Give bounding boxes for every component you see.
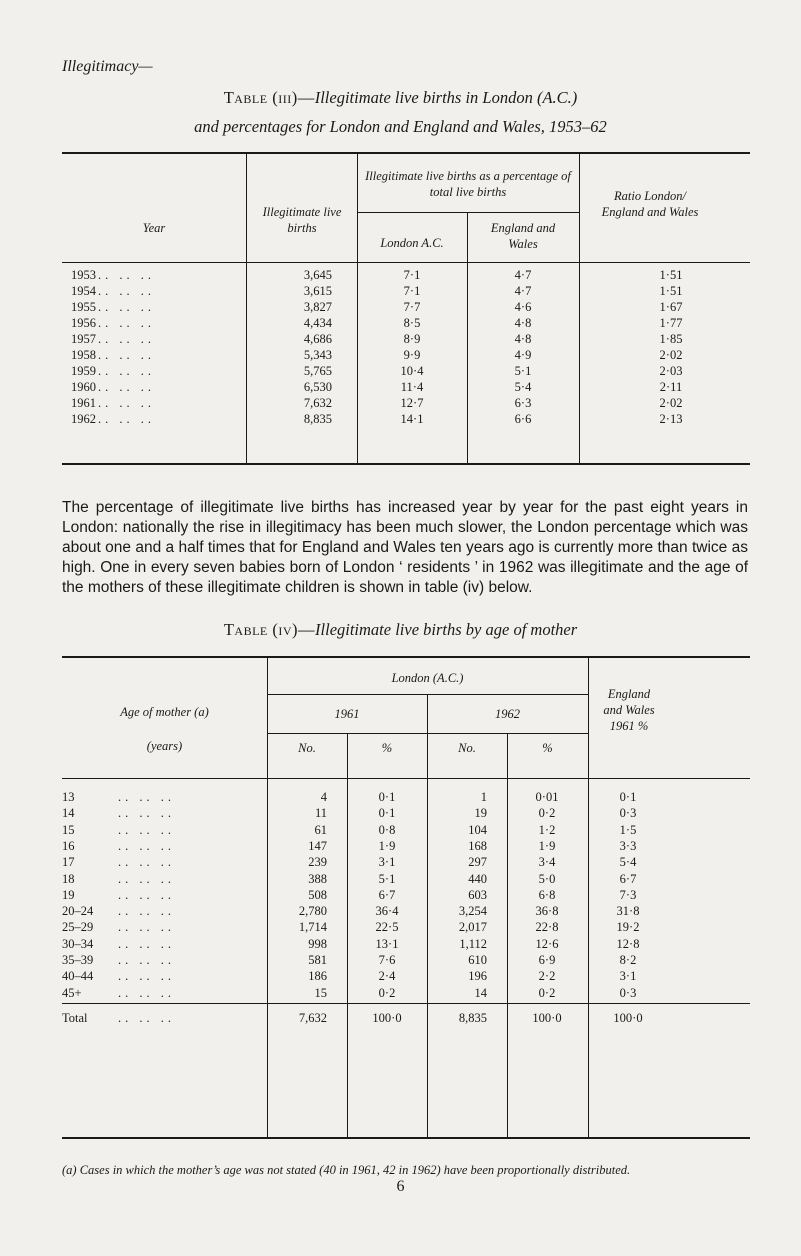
ew-1961-cell: 3·1 [619,969,637,984]
table3-title [0,88,801,108]
total-no-1961: 7,632 [298,1011,327,1025]
births-cell: 3,645 [303,268,332,282]
year-cell: 1957 [71,332,96,346]
table4-divider [588,778,589,1137]
pct-1962-cell: 0·2 [538,806,556,821]
year-cell: 1959 [71,364,96,378]
table3-row [62,412,750,428]
leader-dots: .. .. .. [98,348,155,362]
table4-header-years: (years) [146,739,183,753]
london-pct-cell: 7·1 [403,268,421,282]
table4-header-rule [267,733,588,734]
leader-dots: .. .. .. [118,855,175,870]
no-1962-cell: 19 [474,806,487,821]
no-1961-cell: 998 [308,936,327,951]
table4-row [62,888,750,904]
section-title: Illegitimacy— [62,58,153,75]
leader-dots: .. .. .. [118,806,175,821]
no-1961-cell: 4 [320,790,327,804]
ratio-cell: 1·67 [659,300,683,314]
table3-header-illegit: Illegitimate live births [262,205,342,235]
pct-1962-cell: 1·9 [538,838,556,853]
ew-pct-cell: 6·3 [514,396,532,410]
ratio-cell: 2·02 [659,348,683,362]
total-pct-1961: 100·0 [372,1011,402,1025]
no-1962-cell: 603 [468,887,487,902]
ratio-cell: 1·85 [659,332,683,346]
pct-1961-cell: 13·1 [375,936,399,951]
table4-header-no-1962: No. [458,741,476,755]
year-cell: 1958 [71,348,96,362]
leader-dots: .. .. .. [98,396,155,410]
table4-header-age: Age of mother (a) [120,705,209,719]
leader-dots: .. .. .. [118,985,175,1000]
table4-header-bottom-rule [62,778,750,779]
table3-header-england: England and Wales [490,221,556,251]
births-cell: 3,827 [303,300,332,314]
table3-row [62,268,750,284]
pct-1962-cell: 2·2 [538,969,556,984]
year-cell: 1960 [71,380,96,394]
no-1961-cell: 1,714 [298,920,327,935]
london-pct-cell: 7·7 [403,300,421,314]
pct-1961-cell: 3·1 [378,855,396,870]
london-pct-cell: 9·9 [403,348,421,362]
table4-header-rule [267,694,588,695]
age-cell: 45+ [62,985,82,1000]
table4-row [62,790,750,806]
births-cell: 6,530 [303,380,332,394]
leader-dots: .. .. .. [118,953,175,967]
total-pct-1962: 100·0 [532,1011,562,1025]
births-cell: 5,765 [303,364,332,378]
pct-1961-cell: 0·1 [378,806,396,821]
leader-dots: .. .. .. [118,871,175,886]
table4-row [62,823,750,839]
pct-1961-cell: 5·1 [378,871,396,886]
leader-dots: .. .. .. [118,838,175,853]
ratio-cell: 2·11 [659,380,683,394]
no-1962-cell: 14 [474,985,487,1000]
london-pct-cell: 8·5 [403,316,421,330]
table3-header-bottom-rule [62,262,750,263]
leader-dots: .. .. .. [98,268,155,282]
no-1962-cell: 297 [468,855,487,870]
ew-pct-cell: 5·4 [514,380,532,394]
age-cell: 40–44 [62,969,94,984]
leader-dots: .. .. .. [98,284,155,298]
year-cell: 1956 [71,316,96,330]
ew-pct-cell: 5·1 [514,364,532,378]
london-pct-cell: 12·7 [400,396,424,410]
ew-1961-cell: 5·4 [619,855,637,870]
age-cell: 13 [62,790,75,804]
table3-header-london: London A.C. [380,236,444,250]
births-cell: 5,343 [303,348,332,362]
ew-pct-cell: 4·8 [514,316,532,330]
table4-title-prefix: Table (iv)— [223,620,316,639]
pct-1961-cell: 0·2 [378,985,396,1000]
ew-1961-cell: 1·5 [619,822,637,837]
ratio-cell: 1·51 [659,284,683,298]
london-pct-cell: 8·9 [403,332,421,346]
no-1961-cell: 147 [308,838,327,853]
table3-header-rule [357,212,579,213]
no-1962-cell: 1 [480,790,487,804]
table4-top-rule [62,656,750,658]
ratio-cell: 1·77 [659,316,683,330]
table3-row [62,316,750,332]
table4-header-pct-1962: % [542,741,553,755]
leader-dots: .. .. .. [118,936,175,951]
ew-1961-cell: 19·2 [616,920,640,935]
table4-total-row [62,1011,750,1031]
year-cell: 1954 [71,284,96,298]
no-1962-cell: 3,254 [458,904,487,919]
ratio-cell: 2·03 [659,364,683,378]
pct-1961-cell: 6·7 [378,887,396,902]
london-pct-cell: 14·1 [400,412,424,426]
table4-divider [267,778,268,1137]
ew-1961-cell: 12·8 [616,936,640,951]
pct-1961-cell: 2·4 [378,969,396,984]
leader-dots: .. .. .. [118,969,175,984]
age-cell: 25–29 [62,920,94,935]
table4-row [62,806,750,822]
table4-divider [427,778,428,1137]
ratio-cell: 2·02 [659,396,683,410]
table4-header-no-1961: No. [298,741,316,755]
no-1961-cell: 11 [314,806,327,821]
leader-dots: .. .. .. [98,380,155,394]
no-1962-cell: 610 [468,953,487,967]
table3-header-pct-group: Illegitimate live births as a percentage of total live births [365,169,571,199]
no-1962-cell: 2,017 [458,920,487,935]
ew-1961-cell: 3·3 [619,838,637,853]
no-1961-cell: 186 [308,969,327,984]
table4-row [62,937,750,953]
pct-1961-cell: 0·1 [378,790,396,804]
births-cell: 7,632 [303,396,332,410]
table4-row [62,920,750,936]
table3-top-rule [62,152,750,154]
pct-1962-cell: 5·0 [538,871,556,886]
table4-header-1962: 1962 [495,707,520,721]
table3-row [62,380,750,396]
leader-dots: .. .. .. [118,790,175,804]
leader-dots: .. .. .. [118,1011,175,1025]
leader-dots: .. .. .. [98,316,155,330]
ew-pct-cell: 4·6 [514,300,532,314]
table3-bottom-rule [62,463,750,465]
table3-title-main: Illegitimate live births in London (A.C.) [314,88,578,107]
table4-row [62,839,750,855]
no-1961-cell: 239 [308,855,327,870]
pct-1962-cell: 0·01 [535,790,559,804]
pct-1962-cell: 6·9 [538,953,556,967]
pct-1962-cell: 3·4 [538,855,556,870]
leader-dots: .. .. .. [98,300,155,314]
age-cell: 14 [62,806,75,821]
no-1961-cell: 15 [314,985,327,1000]
age-cell: 20–24 [62,904,94,919]
leader-dots: .. .. .. [98,332,155,346]
leader-dots: .. .. .. [118,920,175,935]
births-cell: 3,615 [303,284,332,298]
year-cell: 1953 [71,268,96,282]
ew-pct-cell: 6·6 [514,412,532,426]
table3-title-prefix: Table (iii)— [223,88,315,107]
ew-1961-cell: 8·2 [619,953,637,967]
pct-1961-cell: 1·9 [378,838,396,853]
ew-pct-cell: 4·7 [514,284,532,298]
table3-header-ratio: Ratio London/ England and Wales [601,189,699,219]
no-1962-cell: 196 [468,969,487,984]
table4-divider [347,778,348,1137]
ew-1961-cell: 6·7 [619,871,637,886]
table4-bottom-rule [62,1137,750,1139]
ew-1961-cell: 0·3 [619,806,637,821]
pct-1962-cell: 6·8 [538,887,556,902]
pct-1962-cell: 1·2 [538,822,556,837]
table4-row [62,855,750,871]
ew-1961-cell: 0·3 [619,985,637,1000]
table4-title-main: Illegitimate live births by age of mother [315,620,578,639]
ew-pct-cell: 4·9 [514,348,532,362]
table3-row [62,364,750,380]
pct-1961-cell: 7·6 [378,953,396,967]
year-cell: 1955 [71,300,96,314]
births-cell: 4,686 [303,332,332,346]
table4-header-london: London (A.C.) [391,671,464,685]
no-1961-cell: 581 [308,953,327,967]
table4-header-pct-1961: % [381,741,393,755]
births-cell: 4,434 [303,316,332,330]
london-pct-cell: 11·4 [400,380,424,394]
table4-title [0,620,801,640]
no-1962-cell: 440 [468,871,487,886]
year-cell: 1961 [71,396,96,410]
table3-row [62,284,750,300]
london-pct-cell: 10·4 [400,364,424,378]
age-cell: 30–34 [62,936,94,951]
age-cell: 16 [62,838,75,853]
leader-dots: .. .. .. [118,887,175,902]
leader-dots: .. .. .. [118,904,175,919]
body-paragraph: The percentage of illegitimate live births has increased year by year for the past eight years in London: nationally the rise in illegitimacy has been much slower, the London percentage which was about one and a half times that for England and Wales ten years ago is currently more than twice as high. One in every seven babies born of London ‘ residents ’ in 1962 was illegitimate and the age of the mothers of these illegitimate children is shown in table (iv) below. [62,499,748,596]
no-1962-cell: 104 [468,822,487,837]
footnote: (a) Cases in which the mother’s age was not stated (40 in 1961, 42 in 1962) have been proportionally distributed. [62,1163,631,1177]
table3-subtitle: and percentages for London and England and Wales, 1953–62 [194,117,607,136]
no-1962-cell: 1,112 [459,936,487,951]
table4-header-ew: England and Wales 1961 % [603,687,655,733]
table3-row [62,396,750,412]
leader-dots: .. .. .. [98,412,155,426]
table4-row [62,969,750,985]
no-1961-cell: 61 [314,822,327,837]
table3-row [62,348,750,364]
table4-divider [507,778,508,1137]
pct-1961-cell: 0·8 [378,822,396,837]
table3-row [62,332,750,348]
age-cell: 19 [62,887,75,902]
leader-dots: .. .. .. [98,364,155,378]
no-1962-cell: 168 [468,838,487,853]
ew-1961-cell: 7·3 [619,887,637,902]
births-cell: 8,835 [303,412,332,426]
no-1961-cell: 508 [308,887,327,902]
age-cell: 17 [62,855,75,870]
year-cell: 1962 [71,412,96,426]
ew-pct-cell: 4·7 [514,268,532,282]
age-cell: 18 [62,871,75,886]
pct-1962-cell: 22·8 [535,920,559,935]
age-cell: 15 [62,822,75,837]
no-1961-cell: 2,780 [298,904,327,919]
age-cell: 35–39 [62,953,94,967]
page-number: 6 [396,1178,405,1195]
pct-1961-cell: 36·4 [375,904,399,919]
table3-header-year: Year [142,221,166,235]
ew-1961-cell: 31·8 [616,904,640,919]
table3-row [62,300,750,316]
total-ew-1961: 100·0 [613,1011,643,1025]
total-no-1962: 8,835 [458,1011,487,1025]
ratio-cell: 2·13 [659,412,683,426]
table4-total-rule [62,1003,750,1004]
pct-1962-cell: 36·8 [535,904,559,919]
london-pct-cell: 7·1 [403,284,421,298]
table4-row [62,953,750,969]
pct-1962-cell: 12·6 [535,936,559,951]
table4-header-1961: 1961 [334,707,360,721]
ew-1961-cell: 0·1 [619,790,637,804]
ratio-cell: 1·51 [659,268,683,282]
table4-row [62,904,750,920]
table4-row [62,986,750,1002]
no-1961-cell: 388 [308,871,327,886]
pct-1962-cell: 0·2 [538,985,556,1000]
pct-1961-cell: 22·5 [375,920,399,935]
ew-pct-cell: 4·8 [514,332,532,346]
table4-row [62,872,750,888]
leader-dots: .. .. .. [118,822,175,837]
total-label: Total [62,1011,88,1025]
